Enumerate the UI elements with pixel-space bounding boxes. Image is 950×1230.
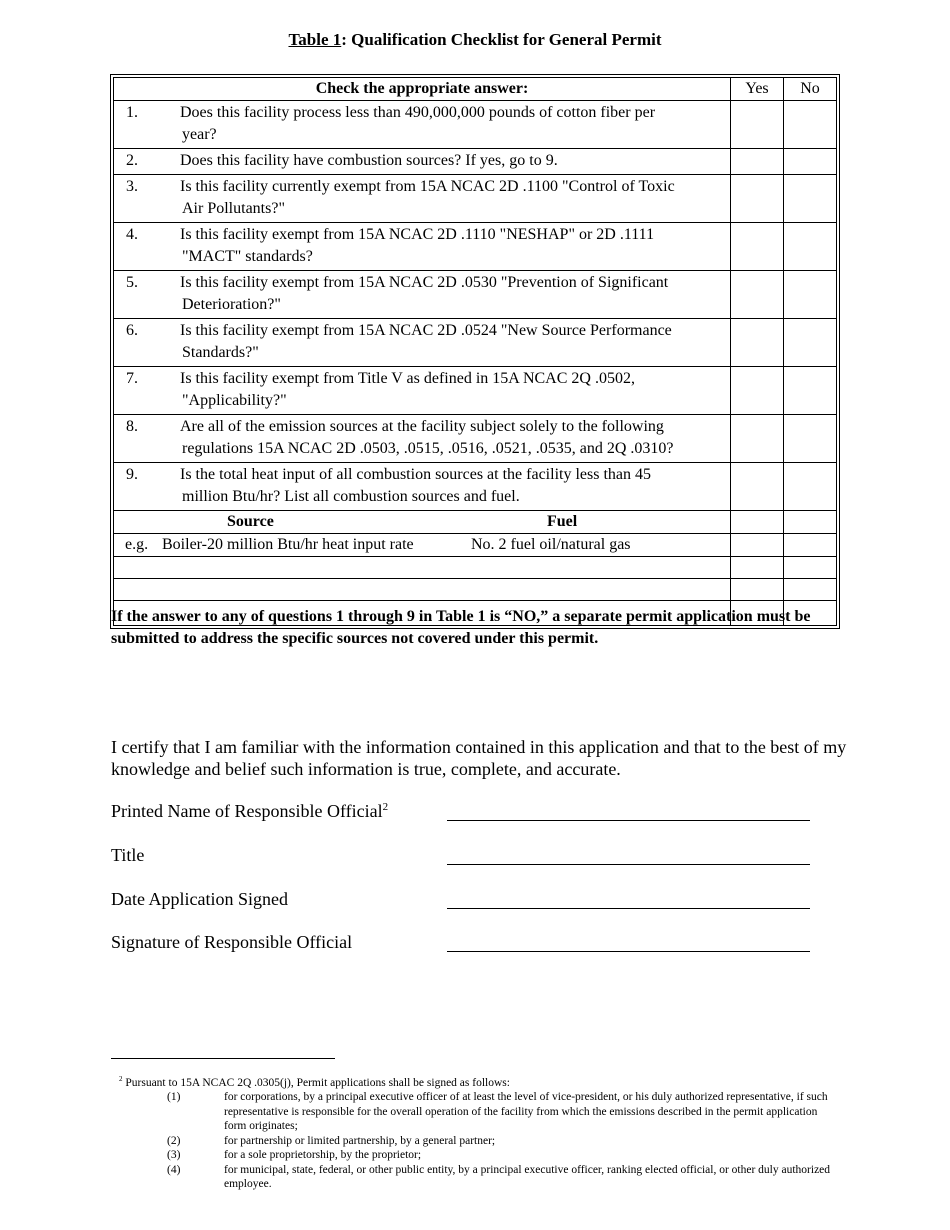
- title-text: : Qualification Checklist for General Permit: [341, 30, 662, 49]
- footnote-intro: $^2$ Pursuant to 15A NCAC 2Q .0305(j), Permit applications shall be signed as follows:: [119, 1075, 510, 1089]
- printed-name-label: Printed Name of Responsible Official: [111, 801, 383, 821]
- question-text: Are all of the emission sources at the facility subject solely to the following: [180, 418, 664, 435]
- question-row: [114, 175, 837, 223]
- question-row: [114, 271, 837, 319]
- question-row: [114, 319, 837, 367]
- title-label: Title: [111, 845, 145, 865]
- question-number: 2.: [126, 152, 138, 169]
- question-number: 5.: [126, 274, 138, 291]
- no-answer-cell[interactable]: [784, 557, 837, 579]
- signature-field: [111, 932, 851, 958]
- footnote-marker: 2: [119, 1075, 123, 1083]
- question-text: Is this facility exempt from Title V as defined in 15A NCAC 2Q .0502,: [180, 370, 635, 387]
- footnote-item: (2) for partnership or limited partnership, by a general partner;: [167, 1134, 496, 1147]
- source-fuel-entry-cell[interactable]: [114, 557, 731, 579]
- question-number: 9.: [126, 466, 138, 483]
- yes-answer-cell[interactable]: [731, 579, 784, 601]
- source-header: Source: [227, 513, 274, 530]
- source-entry-row: [114, 557, 837, 579]
- footnote-item: (3) for a sole proprietorship, by the proprietor;: [167, 1149, 422, 1162]
- question-text: Does this facility have combustion sources? If yes, go to 9.: [180, 152, 558, 169]
- yes-answer-cell[interactable]: [731, 101, 784, 149]
- no-answer-cell[interactable]: [784, 175, 837, 223]
- question-text: Is this facility currently exempt from 15A NCAC 2D .1100 "Control of Toxic: [180, 178, 675, 195]
- question-number: 6.: [126, 322, 138, 339]
- question-row: [114, 101, 837, 149]
- yes-answer-cell[interactable]: [731, 149, 784, 175]
- footnote-marker: 2: [382, 801, 389, 813]
- source-fuel-header-row: [114, 511, 837, 534]
- date-field: [111, 889, 851, 915]
- no-answer-cell[interactable]: [784, 319, 837, 367]
- printed-name-line[interactable]: [447, 820, 810, 821]
- no-answer-note: If the answer to any of questions 1 through 9 in Table 1 is “NO,” a separate permit application must be submitted to address the specific sources not covered under this permit.: [111, 608, 811, 647]
- no-answer-cell[interactable]: [784, 101, 837, 149]
- question-text-cont: "MACT" standards?: [182, 248, 313, 265]
- question-number: 4.: [126, 226, 138, 243]
- no-answer-cell[interactable]: [784, 223, 837, 271]
- question-text: Is this facility exempt from 15A NCAC 2D .0530 "Prevention of Significant: [180, 274, 669, 291]
- question-number: 8.: [126, 418, 138, 435]
- title-line[interactable]: [447, 864, 810, 865]
- question-text: Does this facility process less than 490,000,000 pounds of cotton fiber per: [180, 104, 656, 121]
- check-answer-header: Check the appropriate answer:: [114, 78, 731, 101]
- yes-answer-cell[interactable]: [731, 175, 784, 223]
- question-text-cont: Deterioration?": [182, 296, 281, 313]
- question-text-cont: Air Pollutants?": [182, 200, 285, 217]
- footnote-item: (1) for corporations, by a principal executive officer of at least the level of vice-president, or his duly authorized representative, if such representative is responsible for the overall operation of the facility from which the emissions described in the permit application form originates;: [167, 1091, 828, 1133]
- title-field: [111, 845, 851, 871]
- signature-line[interactable]: [447, 951, 810, 952]
- question-text-cont: "Applicability?": [182, 392, 287, 409]
- footnote-divider: [111, 1058, 335, 1059]
- question-text-cont: year?: [182, 126, 217, 143]
- table-header-row: [114, 78, 837, 101]
- no-answer-cell[interactable]: [784, 463, 837, 511]
- example-prefix: e.g.: [125, 536, 149, 553]
- question-text-cont: regulations 15A NCAC 2D .0503, .0515, .0516, .0521, .0535, and 2Q .0310?: [182, 440, 674, 457]
- question-text-cont: million Btu/hr? List all combustion sources and fuel.: [182, 488, 520, 505]
- question-row: [114, 223, 837, 271]
- question-row: [114, 149, 837, 175]
- yes-answer-cell[interactable]: [731, 367, 784, 415]
- signature-label: Signature of Responsible Official: [111, 932, 353, 952]
- footnote: [119, 1072, 839, 1192]
- question-text: Is this facility exempt from 15A NCAC 2D .1110 "NESHAP" or 2D .1111: [180, 226, 655, 243]
- printed-name-field: [111, 801, 851, 827]
- yes-answer-cell[interactable]: [731, 463, 784, 511]
- table-label: Table 1: [288, 30, 342, 49]
- no-answer-cell[interactable]: [784, 579, 837, 601]
- question-number: 7.: [126, 370, 138, 387]
- yes-answer-cell[interactable]: [731, 415, 784, 463]
- question-text-cont: Standards?": [182, 344, 259, 361]
- example-row: [114, 534, 837, 557]
- yes-answer-cell[interactable]: [731, 271, 784, 319]
- yes-answer-cell[interactable]: [731, 319, 784, 367]
- question-text: Is this facility exempt from 15A NCAC 2D .0524 "New Source Performance: [180, 322, 672, 339]
- yes-column-header: Yes: [731, 78, 784, 101]
- no-answer-cell[interactable]: [784, 271, 837, 319]
- fuel-header: Fuel: [547, 513, 578, 530]
- question-row: [114, 415, 837, 463]
- no-column-header: No: [784, 78, 837, 101]
- source-entry-row: [114, 579, 837, 601]
- footnote-item: (4) for municipal, state, federal, or other public entity, by a principal executive officer, ranking elected official, or other duly authorized employee.: [167, 1163, 831, 1191]
- no-answer-cell[interactable]: [784, 367, 837, 415]
- yes-answer-cell[interactable]: [731, 557, 784, 579]
- question-text: Is the total heat input of all combustion sources at the facility less than 45: [180, 466, 651, 483]
- example-fuel: No. 2 fuel oil/natural gas: [471, 536, 631, 553]
- qualification-checklist-table: [110, 74, 840, 629]
- page-title: [0, 30, 950, 50]
- date-label: Date Application Signed: [111, 889, 288, 909]
- question-number: 1.: [126, 104, 138, 121]
- question-number: 3.: [126, 178, 138, 195]
- question-row: [114, 367, 837, 415]
- question-row: [114, 463, 837, 511]
- yes-answer-cell[interactable]: [731, 223, 784, 271]
- example-source: Boiler-20 million Btu/hr heat input rate: [162, 536, 414, 553]
- no-answer-cell[interactable]: [784, 149, 837, 175]
- certification-statement: I certify that I am familiar with the information contained in this application and that to the best of my knowledge and belief such information is true, complete, and accurate.: [111, 737, 847, 779]
- no-answer-cell[interactable]: [784, 415, 837, 463]
- date-line[interactable]: [447, 908, 810, 909]
- source-fuel-entry-cell[interactable]: [114, 579, 731, 601]
